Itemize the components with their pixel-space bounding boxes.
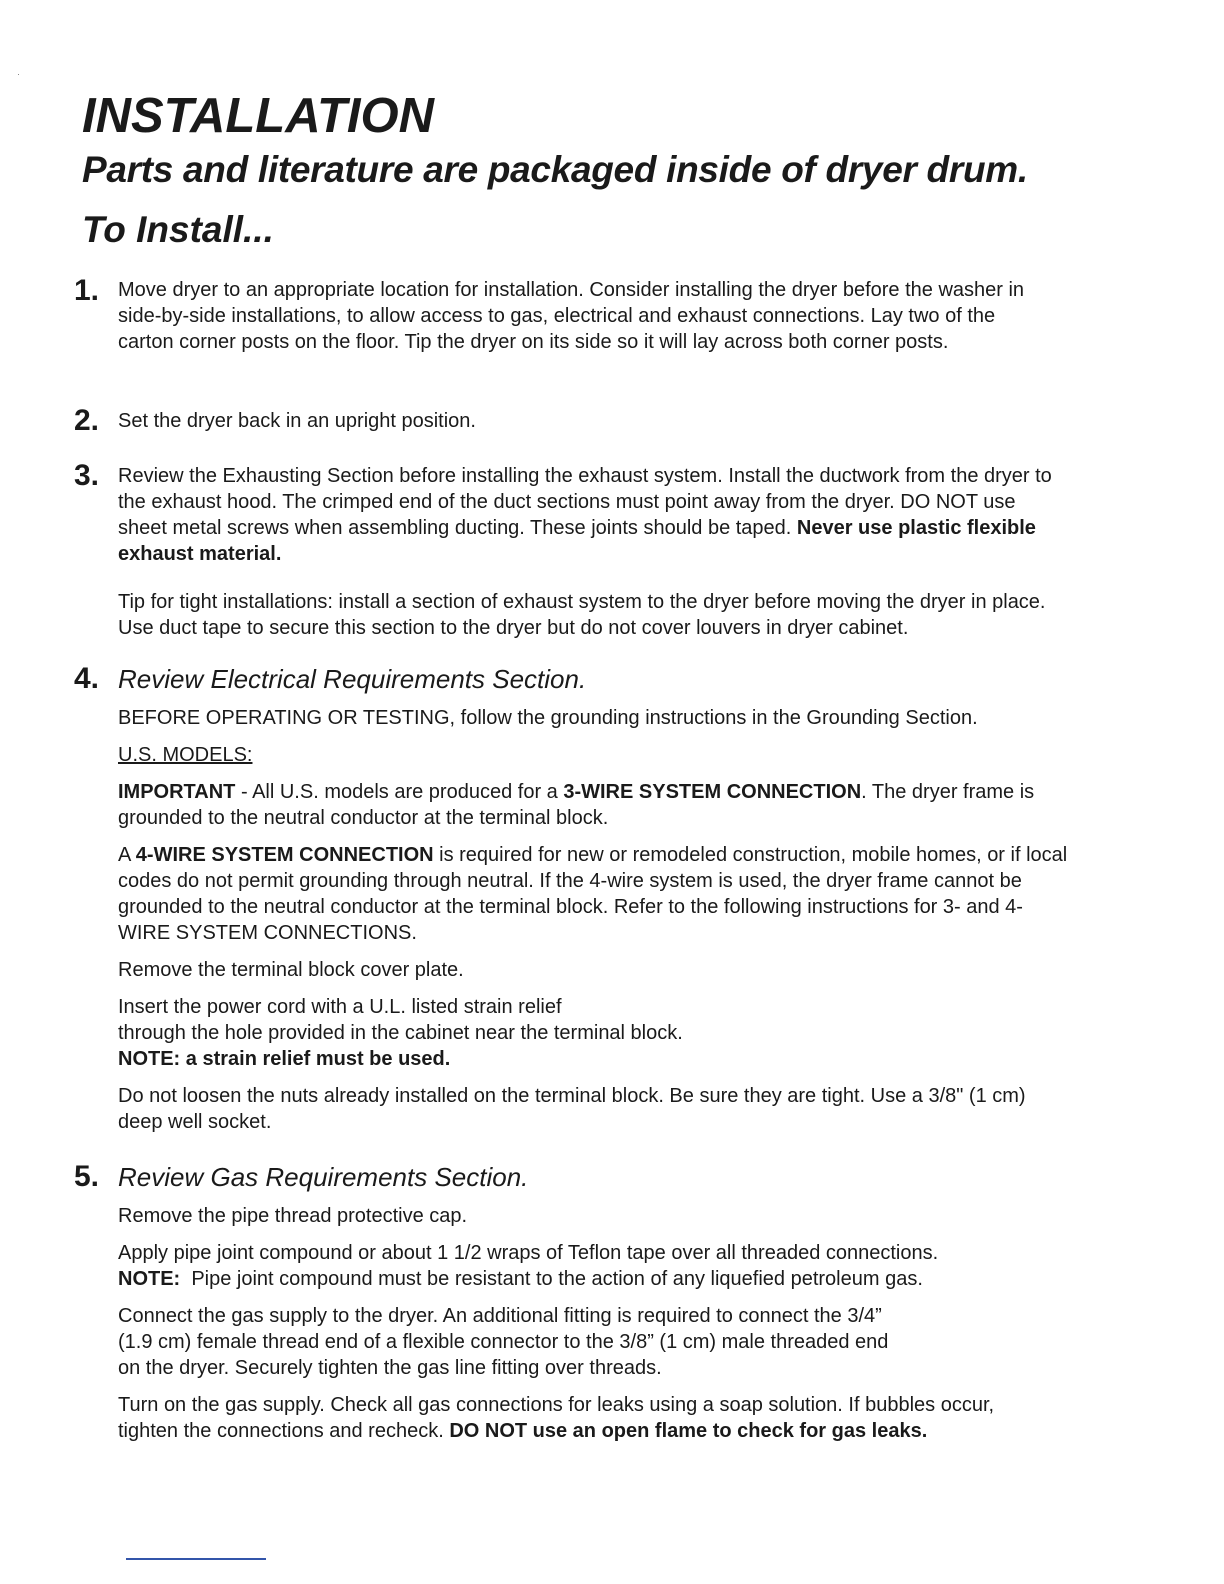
- step-body: [118, 1162, 1048, 1455]
- tight-install-tip: Tip for tight installations: install a section of exhaust system to the dryer before moving the dryer in place. Use duct tape to secure this section to the dryer but do not cover louvers in dryer cabinet.: [118, 591, 1046, 639]
- step-number: 5.: [74, 1160, 100, 1193]
- four-wire-paragraph: [118, 842, 1073, 946]
- apply-compound-text: Apply pipe joint compound or about 1 1/2 wraps of Teflon tape over all threaded connections.: [118, 1242, 939, 1264]
- gas-heading: Review Gas Requirements Section.: [118, 1162, 529, 1192]
- step-number: 1.: [74, 274, 100, 307]
- important-label: IMPORTANT: [118, 781, 236, 803]
- four-wire-text-2: is required for new or remodeled construction, mobile homes, or if local codes do not permit grounding through neutral. If the 4-wire system is used, the dryer frame cannot be grounded to the neutral conductor at the terminal block. Refer to the following instructions for 3- and 4-WIRE SYSTEM CONNECTIONS.: [118, 844, 1068, 944]
- page-subtitle: Parts and literature are packaged inside of dryer drum.: [82, 149, 1028, 190]
- power-cord-paragraph: [118, 994, 1073, 1072]
- step-paragraph: Move dryer to an appropriate location for installation. Consider installing the dryer before the washer in side-by-side installations, to allow access to gas, electrical and exhaust connections. Lay two of the carton corner posts on the floor. Tip the dryer on its side so it will lay across both corner posts.: [118, 279, 1025, 353]
- remove-cover-text: Remove the terminal block cover plate.: [118, 959, 464, 981]
- remove-cap-text: Remove the pipe thread protective cap.: [118, 1205, 468, 1227]
- connect-line-1: Connect the gas supply to the dryer. An additional fitting is required to connect the 3/4”: [118, 1305, 882, 1327]
- step-number: 2.: [74, 404, 100, 437]
- turn-on-text: Turn on the gas supply. Check all gas connections for leaks using a soap solution. If bubbles occur, tighten the connections and recheck.: [118, 1394, 995, 1442]
- important-paragraph: [118, 779, 1073, 831]
- important-text-1: - All U.S. models are produced for a: [235, 781, 564, 803]
- step-body: [118, 463, 1068, 652]
- terminal-nuts-text: Do not loosen the nuts already installed on the terminal block. Be sure they are tight. Use a 3/8" (1 cm) deep well socket.: [118, 1085, 1026, 1133]
- note-label: NOTE:: [118, 1268, 181, 1290]
- electrical-heading: Review Electrical Requirements Section.: [118, 664, 587, 694]
- apply-compound-paragraph: [118, 1240, 1048, 1292]
- connect-line-2: (1.9 cm) female thread end of a flexible connector to the 3/8” (1 cm) male threaded end: [118, 1331, 889, 1353]
- step-body: [118, 408, 1098, 445]
- strain-relief-note: NOTE: a strain relief must be used.: [118, 1048, 451, 1070]
- three-wire-label: 3-WIRE SYSTEM CONNECTION: [563, 781, 862, 803]
- insert-line-1: Insert the power cord with a U.L. listed strain relief: [118, 996, 562, 1018]
- four-wire-text-1: A: [118, 844, 136, 866]
- turn-on-gas-paragraph: [118, 1392, 1048, 1444]
- exhaust-warning: Never use plastic flexible exhaust material.: [118, 517, 1036, 565]
- open-flame-warning: DO NOT use an open flame to check for gas leaks.: [449, 1420, 928, 1442]
- four-wire-label: 4-WIRE SYSTEM CONNECTION: [135, 844, 434, 866]
- scan-speck: [18, 74, 19, 75]
- step-body: [118, 277, 1053, 366]
- step-paragraph: Set the dryer back in an upright position.: [118, 410, 476, 432]
- footer-divider: [126, 1558, 266, 1560]
- us-models-label: U.S. MODELS:: [118, 744, 253, 766]
- insert-line-2: through the hole provided in the cabinet near the terminal block.: [118, 1022, 683, 1044]
- connect-line-3: on the dryer. Securely tighten the gas line fitting over threads.: [118, 1357, 662, 1379]
- install-heading: To Install...: [82, 209, 274, 250]
- step-number: 3.: [74, 459, 100, 492]
- step-paragraph: [118, 463, 1068, 567]
- important-text-2: . The dryer frame is grounded to the neutral conductor at the terminal block.: [118, 781, 1035, 829]
- before-operating-text: BEFORE OPERATING OR TESTING, follow the grounding instructions in the Grounding Section.: [118, 707, 978, 729]
- note-text: Pipe joint compound must be resistant to the action of any liquefied petroleum gas.: [180, 1268, 923, 1290]
- step-number: 4.: [74, 662, 100, 695]
- page-title: INSTALLATION: [82, 89, 435, 143]
- connect-gas-paragraph: [118, 1303, 1048, 1381]
- step-body: [118, 664, 1073, 1146]
- exhaust-instructions: Review the Exhausting Section before installing the exhaust system. Install the ductwork from the dryer to the exhaust hood. The crimped end of the duct sections must point away from the dryer. DO NOT use sheet metal screws when assembling ducting. These joints should be taped.: [118, 465, 1052, 539]
